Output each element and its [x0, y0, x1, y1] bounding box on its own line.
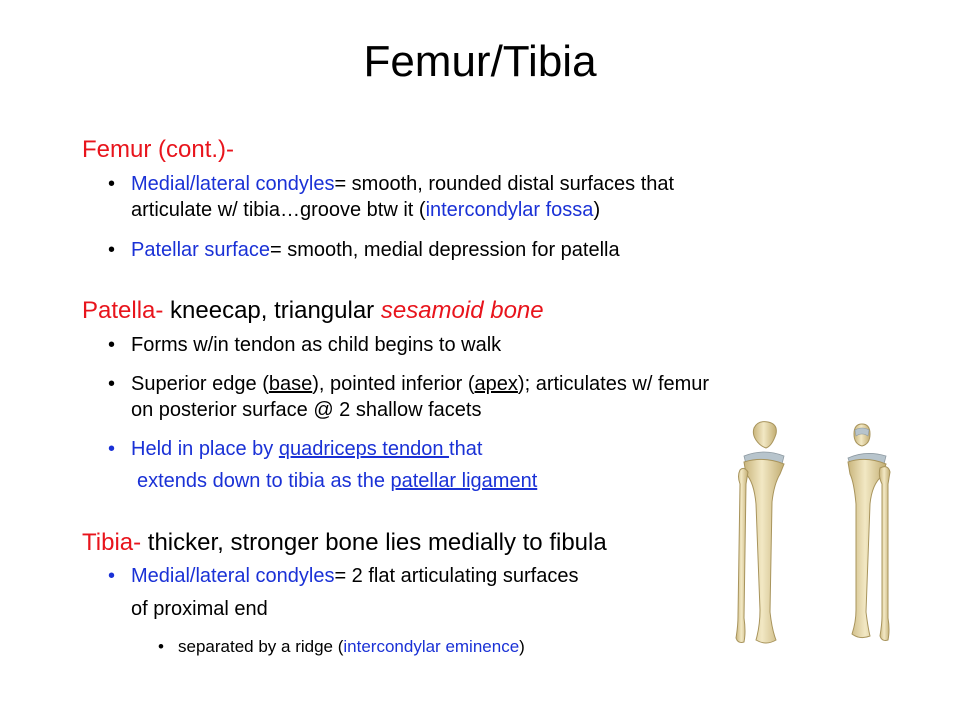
femur-heading: Femur (cont.)- [82, 136, 235, 163]
term-apex: apex [474, 373, 518, 395]
term-quadriceps-tendon: quadriceps tendon [278, 438, 450, 460]
tibia-left [744, 459, 784, 643]
text: Superior edge ( [131, 373, 269, 395]
term-sesamoid-bone: sesamoid bone [380, 297, 544, 324]
anterior-view [736, 422, 784, 643]
posterior-view [848, 424, 890, 641]
femur-bullet-condyles [131, 172, 674, 196]
paren-close: ) [593, 199, 601, 221]
sub-bullet: • [158, 637, 164, 656]
term-intercondylar-eminence: intercondylar eminence [343, 637, 520, 656]
patella-left [753, 422, 776, 448]
patella-heading [82, 297, 544, 325]
text: extends down to tibia as the [137, 470, 391, 492]
tibia-bullet-condyles [131, 564, 578, 588]
slide-title: Femur/Tibia [363, 37, 597, 86]
definition-text: = smooth, medial depression for patella [269, 239, 620, 261]
term-base: base [268, 373, 313, 395]
text: that [449, 438, 483, 460]
term-patellar-surface: Patellar surface [131, 239, 270, 261]
heading-text: kneecap, triangular [163, 297, 381, 324]
text: ); articulates w/ femur [517, 373, 710, 395]
tibia-right [848, 459, 886, 637]
patella-bullet-held [131, 437, 482, 461]
patella-bullet-forms: Forms w/in tendon as child begins to walk [131, 334, 502, 356]
tibia-heading [82, 529, 607, 557]
patella-bullet-held-line2 [137, 469, 537, 493]
tibia-heading-term: Tibia- [82, 529, 142, 556]
text: Held in place by [131, 438, 279, 460]
patella-heading-term: Patella- [82, 297, 164, 324]
term-condyles: Medial/lateral condyles [131, 565, 335, 587]
fibula-left [736, 468, 748, 642]
tibia-sub-bullet-ridge [178, 636, 525, 658]
patella-bullet-edges-line2: on posterior surface @ 2 shallow facets [131, 399, 482, 421]
bullet: • [108, 239, 116, 261]
bullet: • [108, 565, 116, 587]
bullet: • [108, 373, 116, 395]
femur-bullet-condyles-line2 [131, 198, 600, 222]
paren-close: ) [519, 637, 525, 656]
tibia-fibula-illustration [720, 412, 920, 652]
patella-bullet-edges [131, 372, 709, 396]
term-intercondylar-fossa: intercondylar fossa [425, 199, 594, 221]
tibia-bullet-condyles-line2: of proximal end [131, 598, 268, 620]
bullet: • [108, 334, 116, 356]
bullet: • [108, 173, 116, 195]
definition-text: articulate w/ tibia…groove btw it ( [131, 199, 426, 221]
text: separated by a ridge ( [178, 637, 344, 656]
definition-text: = smooth, rounded distal surfaces that [334, 173, 675, 195]
text: ), pointed inferior ( [312, 373, 475, 395]
term-patellar-ligament: patellar ligament [390, 470, 538, 492]
fibula-right [879, 467, 890, 641]
term-condyles: Medial/lateral condyles [131, 173, 335, 195]
definition-text: = 2 flat articulating surfaces [334, 565, 579, 587]
bullet: • [108, 438, 116, 460]
femur-bullet-patellar-surface [131, 238, 620, 262]
heading-text: thicker, stronger bone lies medially to fibula [141, 529, 607, 556]
